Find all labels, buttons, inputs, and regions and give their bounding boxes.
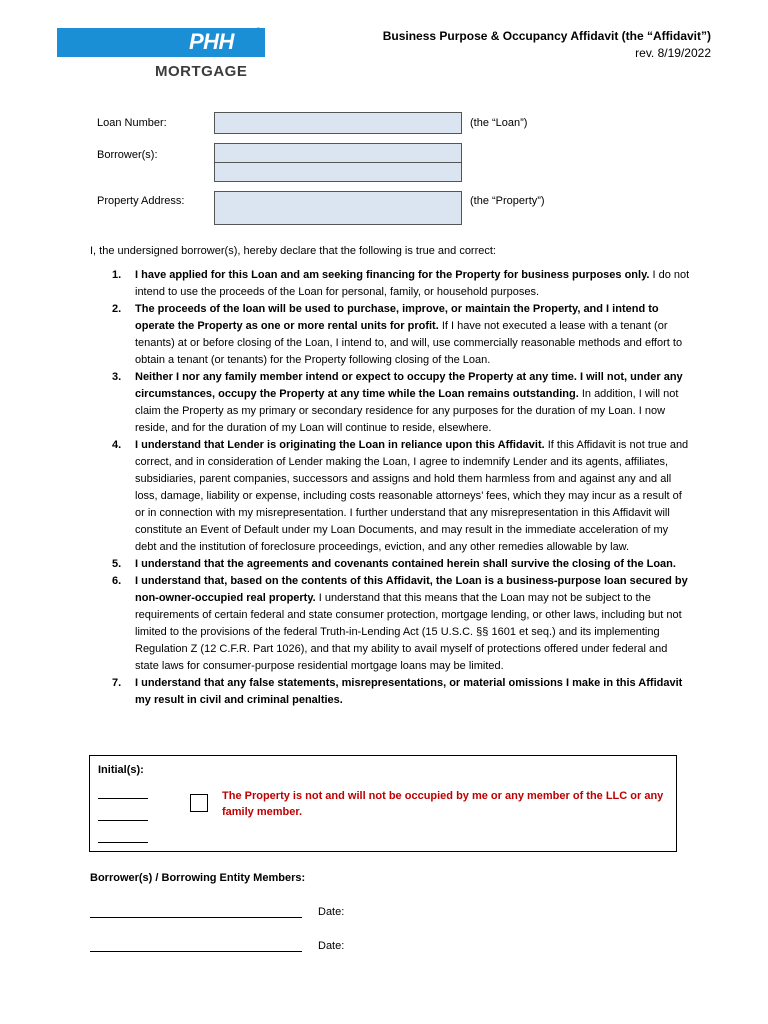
- initial-line-2[interactable]: [98, 819, 148, 821]
- revision-date: rev. 8/19/2022: [635, 46, 711, 60]
- item-bold-text: I understand that Lender is originating the Loan in reliance upon this Affidavit.: [135, 439, 545, 451]
- item-number: 5.: [112, 558, 122, 570]
- item-number: 3.: [112, 371, 122, 383]
- property-address-label: Property Address:: [97, 195, 185, 207]
- logo-brand-text: PHH: [189, 29, 234, 54]
- declaration-list: [90, 267, 690, 709]
- loan-number-field[interactable]: [214, 112, 462, 134]
- item-bold-text: Neither I nor any family member intend or expect to occupy the Property at any time. I will not, under any circumstances, occupy the Property at any time while the Loan remains outstanding.: [135, 371, 683, 400]
- property-address-field[interactable]: [214, 191, 462, 225]
- loan-suffix: (the “Loan”): [470, 117, 528, 129]
- date-label-1: Date:: [318, 906, 345, 918]
- item-text: In addition, I will not claim the Property as my primary or secondary residence for any purposes for the duration of my Loan. I now reside, and for the duration of my Loan will continue to reside, elsewhere.: [135, 388, 679, 434]
- property-suffix: (the “Property”): [470, 195, 545, 207]
- item-text: If this Affidavit is not true and correct, and in consideration of Lender making the Loan, I agree to indemnify Lender and its agents, affiliates, subsidiaries, parent companies, successors and assigns and hold them harmless from and against any and all loss, damage, liability or expense, including costs reasonable attorneys’ fees, which they may incur as a result of or in connection with my misrepresentation. I further understand that any misrepresentation in this Affidavit will constitute an Event of Default under my Loan Documents, and may result in the immediate acceleration of my debt and the institution of foreclosure proceedings, eviction, and any other remedies allowable by law.: [135, 439, 689, 553]
- item-number: 6.: [112, 575, 122, 587]
- declaration-intro: I, the undersigned borrower(s), hereby declare that the following is true and correct:: [90, 245, 496, 257]
- signature-line-2[interactable]: [90, 950, 302, 952]
- occupancy-statement: The Property is not and will not be occupied by me or any member of the LLC or any family member.: [222, 790, 664, 818]
- date-label-2: Date:: [318, 940, 345, 952]
- list-item: [90, 437, 690, 556]
- borrowers-signature-title: Borrower(s) / Borrowing Entity Members:: [90, 872, 306, 884]
- list-item: [90, 556, 690, 573]
- list-item: [90, 301, 690, 369]
- item-bold-text: I understand that, based on the contents of this Affidavit, the Loan is a business-purpose loan secured by non-owner-occupied real property.: [135, 575, 688, 604]
- item-bold-text: I have applied for this Loan and am seeking financing for the Property for business purposes only.: [135, 269, 650, 281]
- list-item: [90, 675, 690, 709]
- document-title: Business Purpose & Occupancy Affidavit (the “Affidavit”): [382, 29, 711, 43]
- item-text: If I have not executed a lease with a tenant (or tenants) at or before closing of the Loan, I intend to, and will, use commercially reasonable methods and effort to obtain a tenant (or tenants) for the Property following closing of the Loan.: [135, 320, 683, 366]
- item-text: I understand that this means that the Loan may not be subject to the requirements of certain federal and state consumer protection, mortgage lending, or other laws, including but not limited to the provisions of the federal Truth-in-Lending Act (15 U.S.C. §§ 1601 et seq.) and its implementing Regulation Z (12 C.F.R. Part 1026), and that my ability to avail myself of protections offered under federal and state laws for consumer-purpose residential mortgage loans may be limited.: [135, 592, 682, 672]
- initials-box: [89, 755, 677, 852]
- item-bold-text: The proceeds of the loan will be used to purchase, improve, or maintain the Property, and I intend to operate the Property as one or more rental units for profit.: [135, 303, 659, 332]
- list-item: [90, 369, 690, 437]
- item-text: I do not intend to use the proceeds of the Loan for personal, family, or household purposes.: [135, 269, 690, 298]
- loan-number-label: Loan Number:: [97, 117, 167, 129]
- item-number: 2.: [112, 303, 122, 315]
- initials-title: Initial(s):: [98, 764, 144, 776]
- borrower-field-1[interactable]: [214, 143, 462, 163]
- list-item: [90, 573, 690, 675]
- item-number: 1.: [112, 269, 122, 281]
- initial-line-1[interactable]: [98, 797, 148, 799]
- initial-line-3[interactable]: [98, 841, 148, 843]
- item-bold-text: I understand that any false statements, misrepresentations, or material omissions I make in this Affidavit my result in civil and criminal penalties.: [135, 677, 683, 706]
- borrowers-label: Borrower(s):: [97, 149, 158, 161]
- list-item: [90, 267, 690, 301]
- borrower-field-2[interactable]: [214, 162, 462, 182]
- item-number: 7.: [112, 677, 122, 689]
- registered-mark: ®: [255, 26, 262, 36]
- phh-mortgage-logo: [57, 28, 267, 82]
- logo-subtitle: MORTGAGE: [155, 63, 248, 80]
- signature-line-1[interactable]: [90, 916, 302, 918]
- occupancy-checkbox[interactable]: [190, 794, 208, 812]
- item-bold-text: I understand that the agreements and covenants contained herein shall survive the closing of the Loan.: [135, 558, 676, 570]
- item-number: 4.: [112, 439, 122, 451]
